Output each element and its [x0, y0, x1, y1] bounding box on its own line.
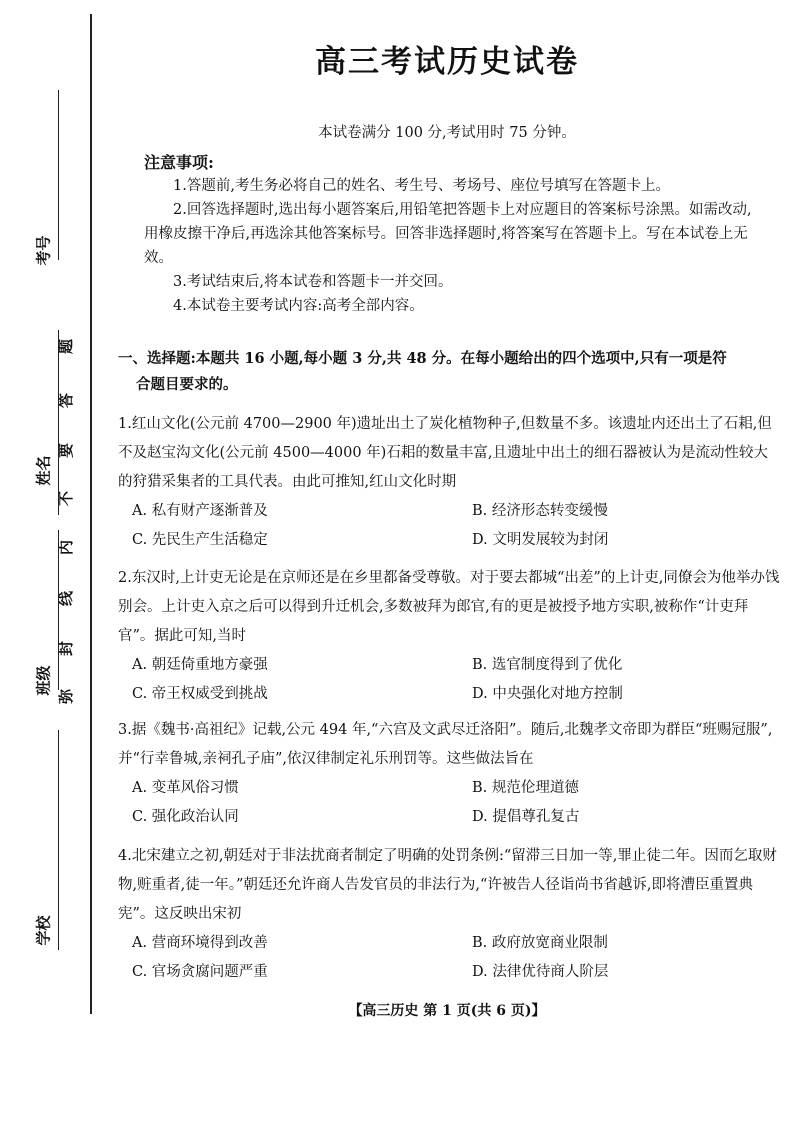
question-stem: 1.红山文化(公元前 4700—2900 年)遗址出土了炭化植物种子,但数量不多。该遗址内还出土了石耜,但不及赵宝沟文化(公元前 4500—4000 年)石耜的数量丰富,且遗址中出土的细石器被认为是流动性较大的狩猎采集者的工具代表。由此可推知,红山文化时期 [118, 416, 772, 490]
option-c[interactable]: C. 先民生产生活稳定 [132, 532, 268, 548]
option-d[interactable]: D. 法律优待商人阶层 [472, 964, 609, 980]
option-b[interactable]: B. 政府放宽商业限制 [472, 935, 608, 951]
option-b[interactable]: B. 经济形态转变缓慢 [472, 503, 608, 519]
option-list [118, 774, 782, 832]
question-stem: 3.据《魏书·高祖纪》记载,公元 494 年,“六宫及文武尽迁洛阳”。随后,北魏孝文帝即为群臣“班赐冠服”,并“行幸鲁城,亲祠孔子庙”,依汉律制定礼乐刑罚等。这些做法旨在 [118, 722, 773, 767]
note-item: 3.考试结束后,将本试卷和答题卡一并交回。 [173, 274, 453, 290]
option-d[interactable]: D. 文明发展较为封闭 [472, 532, 609, 548]
notes-heading: 注意事项: [144, 153, 214, 172]
option-a[interactable]: A. 朝廷倚重地方豪强 [132, 657, 268, 673]
exam-page [112, 0, 782, 1123]
section-heading-line: 一、选择题:本题共 16 小题,每小题 3 分,共 48 分。在每小题给出的四个选项中,只有一项是符 [118, 350, 727, 367]
option-c[interactable]: C. 官场贪腐问题严重 [132, 964, 268, 980]
section-heading [118, 346, 778, 398]
notes-list [144, 174, 764, 318]
question-1 [118, 410, 782, 555]
seal-char: 线 [57, 590, 76, 607]
option-list [118, 651, 782, 709]
option-d[interactable]: D. 提倡尊孔复古 [472, 809, 580, 825]
exam-info: 本试卷满分 100 分,考试用时 75 分钟。 [318, 125, 576, 141]
note-item: 4.本试卷主要考试内容:高考全部内容。 [173, 298, 424, 314]
school-label: 学校 [34, 915, 53, 946]
binding-margin [0, 0, 110, 1030]
option-c[interactable]: C. 强化政治认同 [132, 809, 239, 825]
school-blank [58, 730, 59, 950]
question-3 [118, 716, 782, 832]
seal-char: 封 [57, 640, 76, 657]
option-list [118, 929, 782, 987]
option-c[interactable]: C. 帝王权威受到挑战 [132, 686, 268, 702]
note-item: 2.回答选择题时,选出每小题答案后,用铅笔把答题卡上对应题目的答案标号涂黑。如需改动,用橡皮擦干净后,再选涂其他答案标号。回答非选择题时,将答案写在答题卡上。写在本试卷上无效。 [144, 202, 752, 266]
question-stem: 2.东汉时,上计吏无论是在京师还是在乡里都备受尊敬。对于要去都城“出差”的上计吏,同僚会为他举办饯别会。上计吏入京之后可以得到升迁机会,多数被拜为郎官,有的更是被授予地方实职,被称作“计吏拜官”。据此可知,当时 [118, 570, 780, 644]
question-2 [118, 564, 782, 709]
option-a[interactable]: A. 变革风俗习惯 [132, 780, 239, 796]
name-label: 姓名 [34, 455, 53, 486]
seal-line [90, 14, 92, 1014]
seal-char: 弥 [57, 688, 76, 705]
exam-number-label: 考号 [34, 235, 53, 266]
option-a[interactable]: A. 营商环境得到改善 [132, 935, 268, 951]
class-label: 班级 [34, 665, 53, 696]
question-4 [118, 842, 782, 987]
option-d[interactable]: D. 中央强化对地方控制 [472, 686, 623, 702]
section-heading-line: 合题目要求的。 [136, 376, 238, 393]
page-footer: 【高三历史 第 1 页(共 6 页)】 [348, 1003, 546, 1019]
page-title: 高三考试历史试卷 [315, 44, 579, 80]
name-blank [58, 330, 59, 515]
exam-number-blank [58, 90, 59, 260]
option-list [118, 497, 782, 555]
seal-char: 题 [57, 338, 76, 355]
option-a[interactable]: A. 私有财产逐渐普及 [132, 503, 268, 519]
note-item: 1.答题前,考生务必将自己的姓名、考生号、考场号、座位号填写在答题卡上。 [173, 178, 670, 194]
seal-char: 内 [57, 539, 76, 556]
option-b[interactable]: B. 选官制度得到了优化 [472, 657, 623, 673]
seal-char: 不 [57, 490, 76, 507]
seal-char: 要 [57, 442, 76, 459]
seal-char: 答 [57, 392, 76, 409]
option-b[interactable]: B. 规范伦理道德 [472, 780, 579, 796]
question-stem: 4.北宋建立之初,朝廷对于非法扰商者制定了明确的处罚条例:“留滞三日加一等,罪止徒二年。因而乞取财物,赃重者,徒一年。”朝廷还允许商人告发官员的非法行为,“许被告人径诣尚书省越诉,即将漕臣重置典宪”。这反映出宋初 [118, 848, 777, 922]
